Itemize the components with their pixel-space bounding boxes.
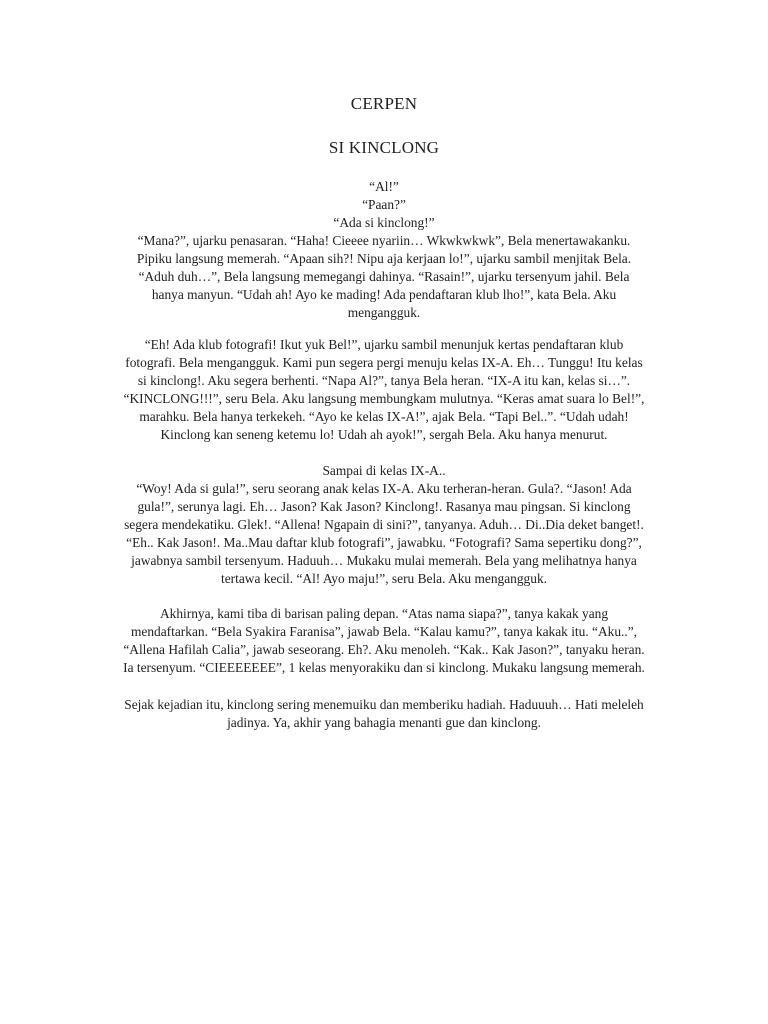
paragraph-5 bbox=[84, 696, 684, 732]
paragraph-line: “Eh! Ada klub fotografi! Ikut yuk Bel!”, ujarku sambil menunjuk kertas pendaftaran klub bbox=[144, 337, 624, 352]
paragraph-line: Pipiku langsung memerah. “Apaan sih?! Nipu aja kerjaan lo!”, ujarku sambil menjitak Bela. bbox=[136, 251, 632, 266]
paragraph-line: hanya manyun. “Udah ah! Ayo ke mading! Ada pendaftaran klub lho!”, kata Bela. Aku bbox=[151, 287, 617, 302]
paragraph-line: segera mendekatiku. Glek!. “Allena! Ngapain di sini?”, tanyanya. Aduh… Di..Dia deket banget!. bbox=[124, 517, 644, 532]
story-title: SI KINCLONG bbox=[328, 138, 440, 157]
paragraph-line: Akhirnya, kami tiba di barisan paling depan. “Atas nama siapa?”, tanya kakak yang bbox=[159, 606, 609, 621]
paragraph-line: “Eh.. Kak Jason!. Ma..Mau daftar klub fotografi”, jawabku. “Fotografi? Sama sepertiku dong?”, bbox=[126, 535, 642, 550]
paragraph-line: jawabnya sambil tersenyum. Haduuh… Mukaku mulai memerah. Bela yang melihatnya hanya bbox=[131, 553, 637, 568]
paragraph-1 bbox=[84, 232, 684, 322]
paragraph-line: Sampai di kelas IX-A.. bbox=[322, 463, 446, 478]
paragraph-line: gula!”, serunya lagi. Eh… Jason? Kak Jason? Kinclong!. Rasanya mau pingsan. Si kinclong bbox=[137, 499, 631, 514]
paragraph-line: “Allena Hafilah Calia”, jawab seseorang. Eh?. Aku menoleh. “Kak.. Kak Jason?”, tanyaku heran. bbox=[123, 642, 645, 657]
dialogue-line: “Al!” bbox=[369, 179, 399, 194]
paragraph-line: si kinclong!. Aku segera berhenti. “Napa Al?”, tanya Bela heran. “IX-A itu kan, kelas si…”. bbox=[137, 373, 631, 388]
dialogue-line: “Ada si kinclong!” bbox=[333, 215, 435, 230]
paragraph-line: jadinya. Ya, akhir yang bahagia menanti gue dan kinclong. bbox=[227, 715, 541, 730]
paragraph-line: Ia tersenyum. “CIEEEEEEE”, 1 kelas menyorakiku dan si kinclong. Mukaku langsung memerah. bbox=[123, 660, 645, 675]
paragraph-line: “Mana?”, ujarku penasaran. “Haha! Cieeee nyariin… Wkwkwkwk”, Bela menertawakanku. bbox=[137, 233, 631, 248]
paragraph-line: Kinclong kan seneng ketemu lo! Udah ah ayok!”, sergah Bela. Aku hanya menurut. bbox=[160, 427, 608, 442]
paragraph-line: “Aduh duh…”, Bela langsung memegangi dahinya. “Rasain!”, ujarku tersenyum jahil. Bela bbox=[138, 269, 630, 284]
doc-heading: CERPEN bbox=[350, 94, 418, 113]
paragraph-line: “KINCLONG!!!”, seru Bela. Aku langsung membungkam mulutnya. “Keras amat suara lo Bel!”, bbox=[123, 391, 645, 406]
paragraph-line: marahku. Bela hanya terkekeh. “Ayo ke kelas IX-A!”, ajak Bela. “Tapi Bel..”. “Udah udah! bbox=[139, 409, 629, 424]
paragraph-3 bbox=[84, 462, 684, 588]
paragraph-line: fotografi. Bela mengangguk. Kami pun segera pergi menuju kelas IX-A. Eh… Tunggu! Itu kelas bbox=[125, 355, 643, 370]
paragraph-line: “Woy! Ada si gula!”, seru seorang anak kelas IX-A. Aku terheran-heran. Gula?. “Jason! Ada bbox=[136, 481, 632, 496]
paragraph-line: mengangguk. bbox=[347, 305, 421, 320]
paragraph-line: Sejak kejadian itu, kinclong sering menemuiku dan memberiku hadiah. Haduuuh… Hati meleleh bbox=[124, 697, 644, 712]
dialogue-line: “Paan?” bbox=[362, 197, 406, 212]
paragraph-line: tertawa kecil. “Al! Ayo maju!”, seru Bela. Aku mengangguk. bbox=[221, 571, 547, 586]
paragraph-4 bbox=[84, 605, 684, 677]
paragraph-2 bbox=[84, 336, 684, 444]
paragraph-line: mendaftarkan. “Bela Syakira Faranisa”, jawab Bela. “Kalau kamu?”, tanya kakak itu. “Aku..”, bbox=[130, 624, 638, 639]
